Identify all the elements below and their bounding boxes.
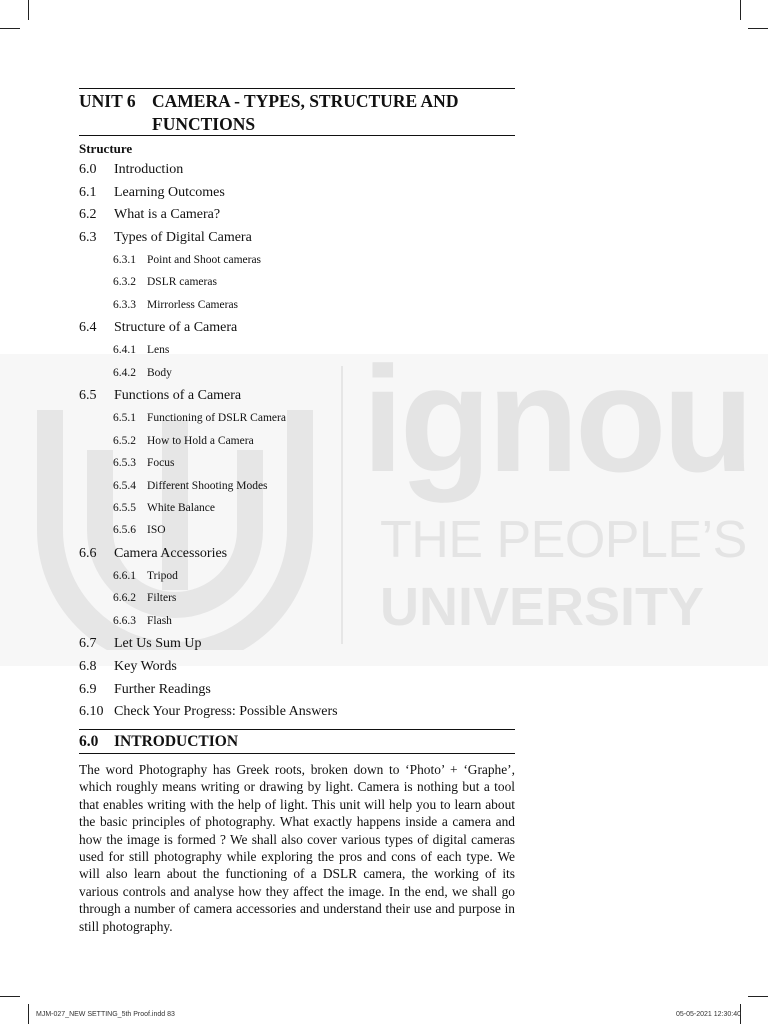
crop-mark (28, 0, 29, 20)
toc-subitem: 6.3.1 Point and Shoot cameras (113, 254, 262, 266)
unit-number: UNIT 6 (79, 91, 136, 111)
toc-subitem: 6.5.1 Functioning of DSLR Camera (113, 412, 286, 424)
crop-mark (748, 28, 768, 29)
unit-title (79, 90, 458, 136)
watermark-divider (341, 366, 343, 644)
title-rule (79, 135, 515, 136)
toc-item: 6.8 Key Words (79, 659, 177, 674)
toc-item: 6.1 Learning Outcomes (79, 185, 225, 200)
section-heading (79, 733, 238, 751)
crop-mark (740, 0, 741, 20)
crop-mark (748, 996, 768, 997)
toc-item: 6.0 Introduction (79, 162, 184, 177)
ignou-logo-icon (30, 390, 320, 650)
toc-subitem: 6.6.3 Flash (113, 615, 172, 627)
toc-subitem: 6.5.6 ISO (113, 524, 166, 536)
structure-label: Structure (79, 141, 133, 156)
toc-item: 6.4 Structure of a Camera (79, 320, 238, 335)
toc-item: 6.5 Functions of a Camera (79, 388, 242, 403)
toc-subitem: 6.3.2 DSLR cameras (113, 276, 217, 288)
footer-file-info: MJM-027_NEW SETTING_5th Proof.indd 83 (36, 1011, 175, 1018)
section-number: 6.0 (79, 733, 99, 750)
crop-mark (0, 28, 20, 29)
watermark-brand: ignou (362, 335, 751, 503)
toc-subitem: 6.5.4 Different Shooting Modes (113, 480, 268, 492)
intro-paragraph: The word Photography has Greek roots, broken down to ‘Photo’ + ‘Graphe’, which roughly means writing or drawing by light. Camera is nothing but a tool that enables writing with the help of light. This unit will help you to learn about the basic principles of photography. What exactly happens inside a camera and how the image is formed ? We shall also cover various types of digital cameras used for still photography while exploring the pros and cons of each type. We will also learn about the functioning of a DSLR camera, the working of its various controls and analyse how they affect the image. In the end, we shall go through a number of camera accessories and understand their use and purpose in still photography. (79, 762, 515, 934)
section-top-rule (79, 729, 515, 730)
toc-item: 6.10 Check Your Progress: Possible Answers (79, 704, 338, 719)
toc-item: 6.3 Types of Digital Camera (79, 230, 252, 245)
section-bottom-rule (79, 753, 515, 754)
section-title: INTRODUCTION (114, 733, 239, 750)
crop-mark (0, 996, 20, 997)
toc-subitem: 6.4.2 Body (113, 367, 172, 379)
unit-title-line1: CAMERA - TYPES, STRUCTURE AND (152, 91, 459, 111)
toc-subitem: 6.3.3 Mirrorless Cameras (113, 299, 239, 311)
toc-item: 6.2 What is a Camera? (79, 207, 221, 222)
footer-timestamp: 05-05-2021 12:30:40 (676, 1011, 741, 1018)
toc-subitem: 6.6.2 Filters (113, 592, 177, 604)
toc-item: 6.7 Let Us Sum Up (79, 636, 202, 651)
top-rule (79, 88, 515, 89)
toc-item: 6.9 Further Readings (79, 682, 211, 697)
watermark-tagline-2: UNIVERSITY (380, 577, 705, 637)
toc-subitem: 6.5.5 White Balance (113, 502, 216, 514)
toc-subitem: 6.6.1 Tripod (113, 570, 178, 582)
toc-subitem: 6.5.3 Focus (113, 457, 175, 469)
unit-title-line2: FUNCTIONS (152, 114, 256, 134)
crop-mark (28, 1004, 29, 1024)
toc-subitem: 6.5.2 How to Hold a Camera (113, 435, 254, 447)
toc-subitem: 6.4.1 Lens (113, 344, 170, 356)
toc-item: 6.6 Camera Accessories (79, 546, 228, 561)
watermark-tagline-1: THE PEOPLE’S (380, 511, 747, 569)
